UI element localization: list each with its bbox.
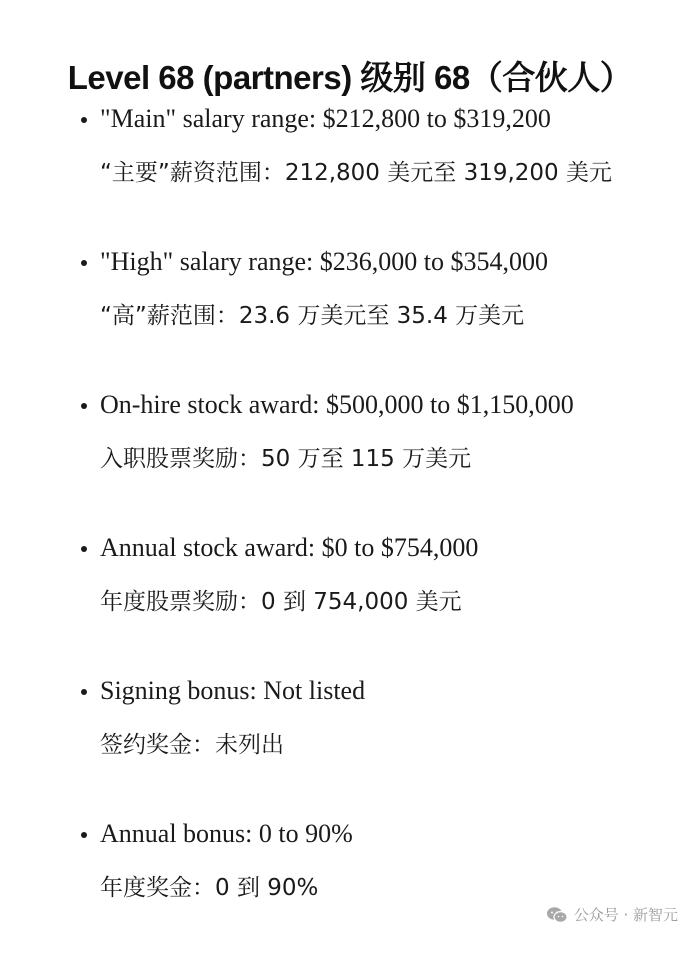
item-english-text: Annual stock award: $0 to $754,000	[100, 533, 479, 562]
bullet-icon	[81, 117, 87, 123]
list-item-high-salary	[0, 241, 700, 384]
list-item-main-salary	[0, 98, 700, 241]
item-english-text: "High" salary range: $236,000 to $354,000	[100, 247, 548, 276]
item-chinese-text: 年度奖金：0 到 90%	[100, 875, 319, 901]
compensation-list	[0, 98, 700, 956]
list-item-annual-bonus	[0, 813, 700, 956]
item-english-text: Annual bonus: 0 to 90%	[100, 819, 353, 848]
wechat-icon	[546, 906, 568, 924]
bullet-icon	[81, 546, 87, 552]
bullet-icon	[81, 832, 87, 838]
item-chinese-text: 年度股票奖励：0 到 754,000 美元	[100, 589, 462, 615]
list-item-on-hire-stock	[0, 384, 700, 527]
bullet-icon	[81, 260, 87, 266]
item-english-text: On-hire stock award: $500,000 to $1,150,000	[100, 390, 574, 419]
item-english-text: Signing bonus: Not listed	[100, 676, 366, 705]
item-english-text: "Main" salary range: $212,800 to $319,200	[100, 104, 551, 133]
watermark-text: 公众号 · 新智元	[573, 906, 678, 924]
list-item-annual-stock	[0, 527, 700, 670]
page-title: Level 68 (partners) 级别 68（合伙人）	[67, 59, 633, 97]
bullet-icon	[81, 689, 87, 695]
item-chinese-text: 签约奖金：未列出	[100, 732, 284, 758]
item-chinese-text: “主要”薪资范围：212,800 美元至 319,200 美元	[100, 160, 612, 186]
item-chinese-text: “高”薪范围：23.6 万美元至 35.4 万美元	[100, 303, 525, 329]
list-item-signing-bonus	[0, 670, 700, 813]
item-chinese-text: 入职股票奖励：50 万至 115 万美元	[100, 446, 472, 472]
bullet-icon	[81, 403, 87, 409]
watermark	[546, 904, 678, 925]
